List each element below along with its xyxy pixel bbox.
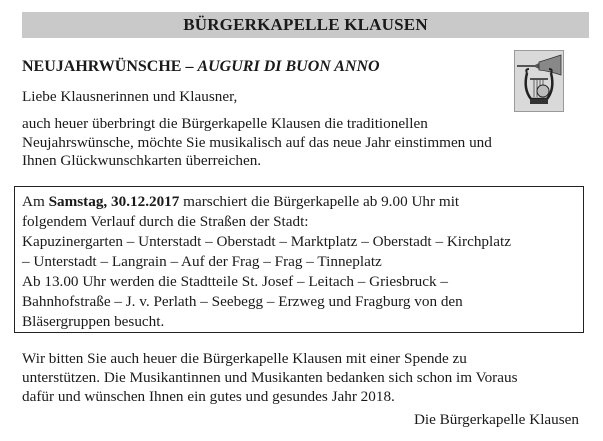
page-title: BÜRGERKAPELLE KLAUSEN: [183, 15, 428, 34]
intro-line: Ihnen Glückwunschkarten überreichen.: [22, 152, 262, 169]
outro-line: unterstützen. Die Musikantinnen und Musikanten bedanken sich schon im Voraus: [22, 369, 518, 386]
schedule-date: Samstag, 30.12.2017: [48, 193, 180, 210]
outro-paragraph: [22, 349, 582, 406]
schedule-line: – Unterstadt – Langrain – Auf der Frag – Frag – Tinneplatz: [22, 253, 382, 270]
subject-dash: –: [181, 58, 198, 75]
subject-italic: AUGURI DI BUON ANNO: [197, 58, 380, 75]
schedule-line: folgendem Verlauf durch die Straßen der Stadt:: [22, 213, 309, 230]
greeting: Liebe Klausnerinnen und Klausner,: [22, 88, 238, 105]
header-bar: [22, 12, 589, 38]
schedule-line1-rest: marschiert die Bürgerkapelle ab 9.00 Uhr mit: [179, 193, 460, 210]
subject-main: NEUJAHRWÜNSCHE: [22, 58, 182, 75]
schedule-line: Kapuzinergarten – Unterstadt – Oberstadt – Marktplatz – Oberstadt – Kirchplatz: [22, 233, 511, 250]
intro-line: Neujahrswünsche, möchte Sie musikalisch auf das neue Jahr einstimmen und: [22, 133, 492, 151]
schedule-line: Bahnhofstraße – J. v. Perlath – Seebegg – Erzweg und Fragburg von den: [22, 293, 463, 310]
intro-line: auch heuer überbringt die Bürgerkapelle Klausen die traditionellen: [22, 115, 428, 132]
signature: Die Bürgerkapelle Klausen: [413, 411, 579, 428]
outro-line: Wir bitten Sie auch heuer die Bürgerkapelle Klausen mit einer Spende zu: [22, 350, 467, 367]
schedule-text: [22, 192, 582, 332]
subject-line: [22, 58, 380, 76]
schedule-line: Bläsergruppen besucht.: [22, 313, 165, 330]
schedule-line: Ab 13.00 Uhr werden die Stadtteile St. Josef – Leitach – Griesbruck –: [22, 273, 448, 290]
schedule-first-line: [22, 192, 582, 212]
intro-paragraph: [22, 115, 582, 171]
schedule-lead: Am: [22, 193, 49, 210]
outro-line: dafür und wünschen Ihnen ein gutes und gesundes Jahr 2018.: [22, 388, 395, 405]
